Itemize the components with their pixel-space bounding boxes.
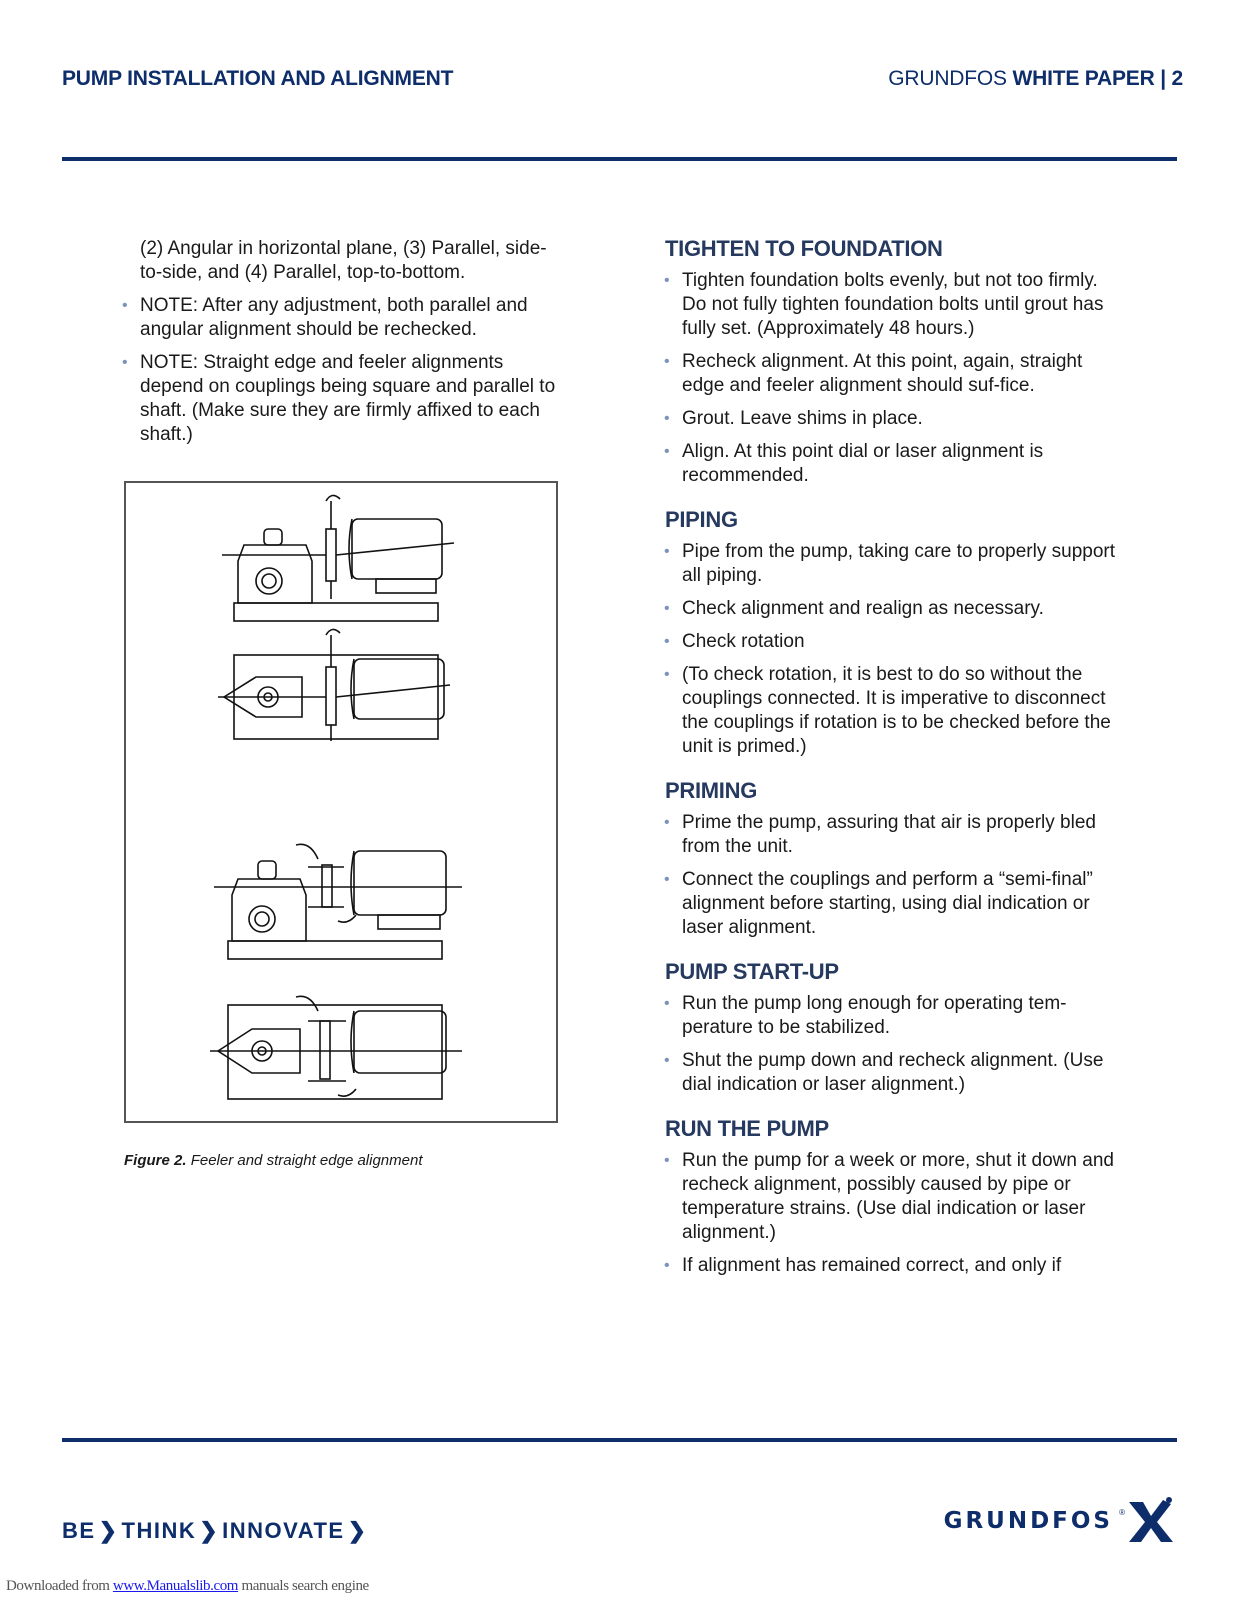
bullet-text: If alignment has remained correct, and only if xyxy=(682,1255,1062,1276)
list-item xyxy=(664,407,1122,431)
list-item xyxy=(122,351,560,447)
download-notice xyxy=(6,1578,369,1595)
bullet-icon: • xyxy=(122,297,128,314)
bullet-icon: • xyxy=(664,1152,670,1169)
intro-paragraph: (2) Angular in horizontal plane, (3) Parallel, side-to-side, and (4) Parallel, top-to-bottom. xyxy=(140,238,547,283)
bullet-icon: • xyxy=(664,666,670,683)
section-heading-priming: PRIMING xyxy=(665,778,758,803)
logo-wordmark: GRUNDFOS xyxy=(943,1508,1113,1534)
bullet-text: Check alignment and realign as necessary. xyxy=(682,598,1044,619)
bullet-text: (To check rotation, it is best to do so without the couplings connected. It is imperative to disconnect the couplings if rotation is to be checked before the unit is primed.) xyxy=(682,664,1111,757)
list-item xyxy=(664,440,1122,488)
header-rule xyxy=(62,157,1177,161)
list-item xyxy=(664,597,1122,621)
section-heading-tighten: TIGHTEN TO FOUNDATION xyxy=(665,236,943,261)
bullet-text: Check rotation xyxy=(682,631,805,652)
alignment-illustration xyxy=(126,483,556,1121)
bullet-icon: • xyxy=(664,995,670,1012)
footer-rule xyxy=(62,1438,1177,1442)
bullet-icon: • xyxy=(664,633,670,650)
list-item xyxy=(664,350,1122,398)
list-item xyxy=(664,992,1122,1040)
chevron-right-icon: ❯ xyxy=(199,1518,220,1543)
bullet-text: NOTE: After any adjustment, both parallel and angular alignment should be rechecked. xyxy=(140,295,528,340)
header-page-label: WHITE PAPER | 2 xyxy=(1012,67,1183,90)
list-item xyxy=(664,663,1122,759)
header-brand: GRUNDFOS xyxy=(888,67,1007,90)
manualslib-link[interactable]: www.Manualslib.com xyxy=(112,1578,239,1594)
bullet-text: Prime the pump, assuring that air is properly bled from the unit. xyxy=(682,812,1096,857)
list-item xyxy=(664,811,1122,859)
list-item xyxy=(664,269,1122,341)
bullet-icon: • xyxy=(664,543,670,560)
bullet-icon: • xyxy=(664,600,670,617)
bullet-text: Run the pump long enough for operating tem-perature to be stabilized. xyxy=(682,993,1067,1038)
section-heading-piping: PIPING xyxy=(665,507,738,532)
bullet-icon: • xyxy=(664,1257,670,1274)
slogan-word-be: BE xyxy=(62,1518,96,1543)
pump-motor-top-view-1 xyxy=(218,629,450,741)
list-item xyxy=(664,1254,1122,1278)
slogan-word-innovate: INNOVATE xyxy=(222,1518,345,1543)
figure-label: Figure 2. xyxy=(124,1152,187,1169)
pump-motor-side-view-1 xyxy=(222,495,454,621)
bullet-icon: • xyxy=(122,354,128,371)
figure-caption xyxy=(124,1152,423,1169)
right-column xyxy=(664,236,1122,1287)
left-column xyxy=(122,237,560,456)
section-heading-run: RUN THE PUMP xyxy=(665,1116,829,1141)
bullet-icon: • xyxy=(664,272,670,289)
download-suffix: manuals search engine xyxy=(241,1578,369,1594)
section-heading-startup: PUMP START-UP xyxy=(665,959,839,984)
bullet-text: Connect the couplings and perform a “semi-final” alignment before starting, using dial indication or laser alignment. xyxy=(682,869,1093,938)
list-item xyxy=(664,1149,1122,1245)
chevron-right-icon: ❯ xyxy=(347,1518,368,1543)
bullet-text: Pipe from the pump, taking care to properly support all piping. xyxy=(682,541,1116,586)
list-item xyxy=(664,630,1122,654)
list-item xyxy=(664,1049,1122,1097)
bullet-text: Recheck alignment. At this point, again, straight edge and feeler alignment should suf-fice. xyxy=(682,351,1083,396)
slogan xyxy=(62,1518,371,1544)
bullet-text: Run the pump for a week or more, shut it down and recheck alignment, possibly caused by pipe or temperature strains. (Use dial indication or laser alignment.) xyxy=(682,1150,1114,1243)
header-document-title: PUMP INSTALLATION AND ALIGNMENT xyxy=(62,67,454,90)
bullet-text: Tighten foundation bolts evenly, but not too firmly. Do not fully tighten foundation bolts until grout has fully set. (Approximately 48 hours.) xyxy=(682,270,1104,339)
bullet-icon: • xyxy=(664,871,670,888)
list-item xyxy=(664,868,1122,940)
bullet-icon: • xyxy=(664,410,670,427)
slogan-word-think: THINK xyxy=(121,1518,197,1543)
bullet-icon: • xyxy=(664,1052,670,1069)
bullet-icon: • xyxy=(664,814,670,831)
bullet-text: NOTE: Straight edge and feeler alignments depend on couplings being square and parallel to shaft. (Make sure they are firmly affixed to each shaft.) xyxy=(140,352,556,445)
alignment-figure xyxy=(124,481,558,1123)
pump-motor-top-view-2 xyxy=(210,996,462,1099)
chevron-right-icon: ❯ xyxy=(98,1518,119,1543)
bullet-icon: • xyxy=(664,443,670,460)
registered-mark: ® xyxy=(1119,1508,1125,1517)
grundfos-man-icon xyxy=(1125,1496,1177,1546)
bullet-text: Grout. Leave shims in place. xyxy=(682,408,923,429)
header-publication xyxy=(888,67,1183,91)
pump-motor-side-view-2 xyxy=(214,844,462,959)
bullet-text: Align. At this point dial or laser alignment is recommended. xyxy=(682,441,1044,486)
grundfos-logo xyxy=(857,1496,1177,1546)
download-prefix: Downloaded from xyxy=(6,1578,110,1594)
bullet-text: Shut the pump down and recheck alignment. (Use dial indication or laser alignment.) xyxy=(682,1050,1104,1095)
figure-caption-text: Feeler and straight edge alignment xyxy=(190,1152,423,1169)
list-item xyxy=(122,294,560,342)
bullet-icon: • xyxy=(664,353,670,370)
list-item xyxy=(664,540,1122,588)
